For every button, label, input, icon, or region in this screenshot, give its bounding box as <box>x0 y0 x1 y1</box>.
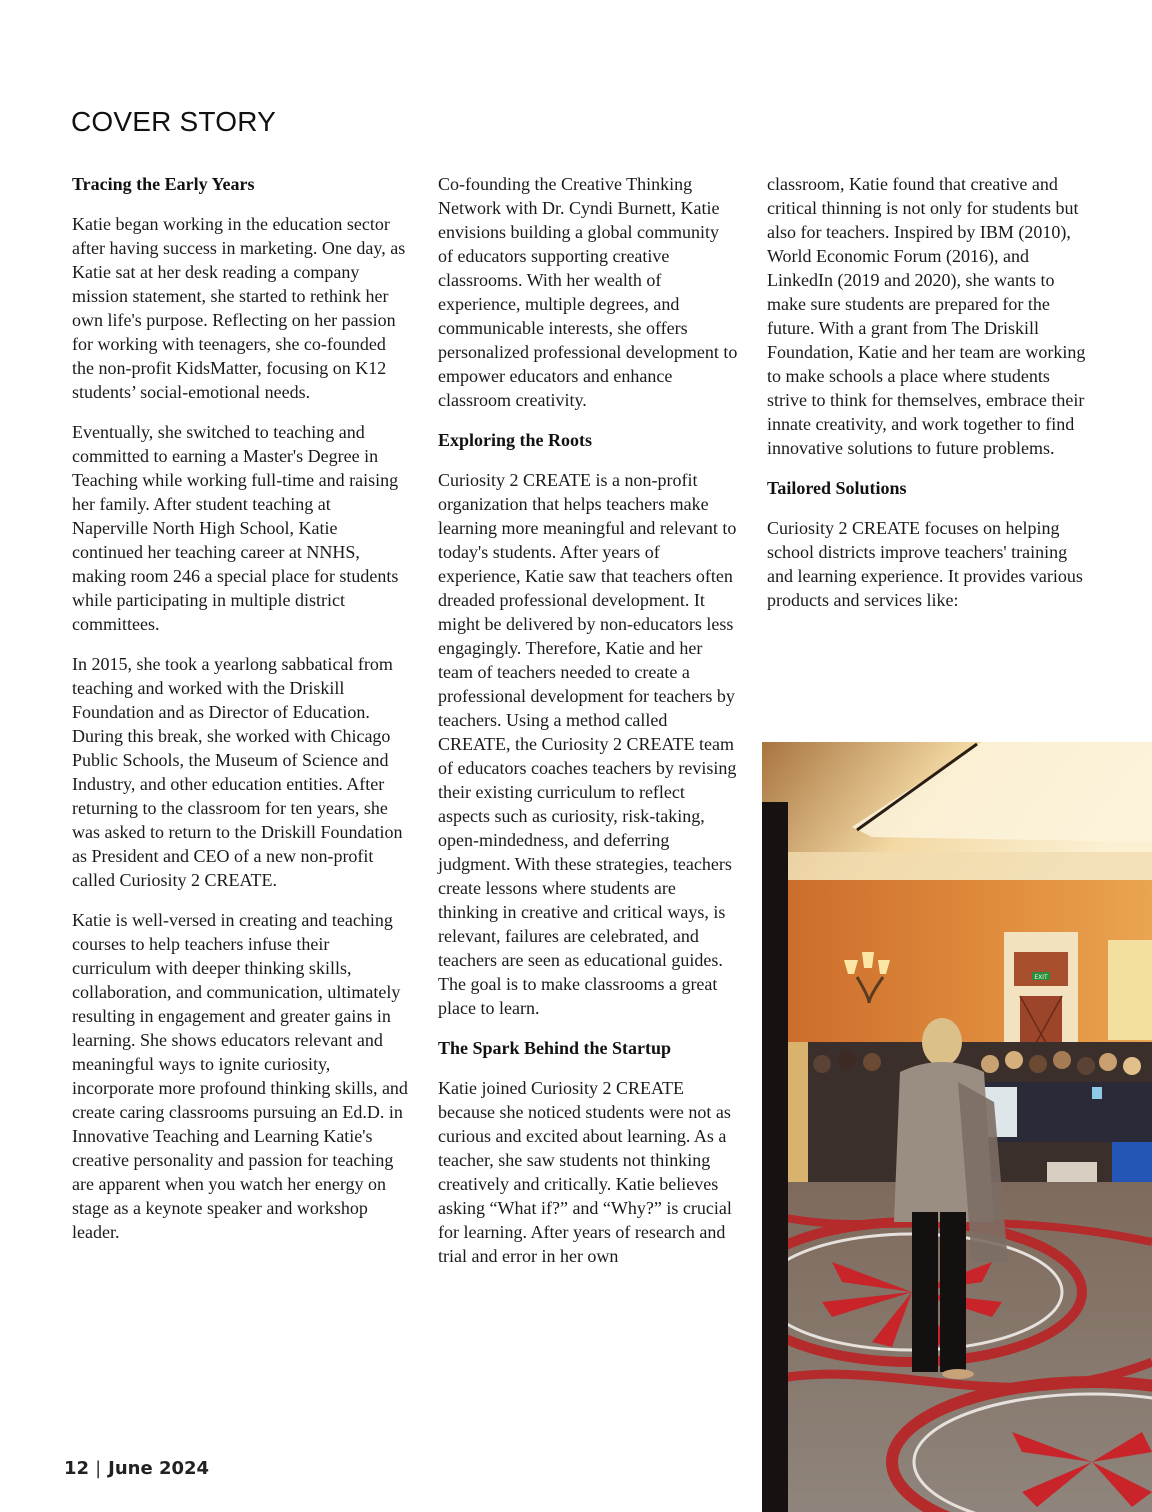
paragraph: classroom, Katie found that creative and critical thinning is not only for students but also for teachers. Inspired by IBM (2010), World Economic Forum (2016), and LinkedIn (2019 and 2020), she wants to make sure students are prepared for the future. With a grant from The Driskill Foundation, Katie and her team are working to make schools a place where students strive to think for themselves, embrace their innate creativity, and work together to find innovative solutions to future problems. <box>767 174 1086 458</box>
page-number: 12 <box>64 1458 90 1479</box>
subheading-early-years: Tracing the Early Years <box>72 174 255 194</box>
section-label: COVER STORY <box>71 106 276 137</box>
article-column-1 <box>72 172 408 1260</box>
footer-separator: | <box>95 1458 102 1479</box>
paragraph: Katie began working in the education sector after having success in marketing. One day, as Katie sat at her desk reading a company mission statement, she started to rethink her own life's purpose. Reflecting on her passion for working with teenagers, she co-founded the non-profit KidsMatter, focusing on K12 students’ social-emotional needs. <box>72 214 406 402</box>
subheading-tailored-solutions: Tailored Solutions <box>767 478 907 498</box>
wall-artwork <box>1108 940 1152 1040</box>
subheading-spark-behind-startup: The Spark Behind the Startup <box>438 1038 672 1058</box>
paragraph: Katie joined Curiosity 2 CREATE because she noticed students were not as curious and excited about learning. As a teacher, she saw students not thinking creatively and critically. Katie believes asking “What if?” and “Why?” is crucial for learning. After years of research and trial and error in her own <box>438 1078 732 1266</box>
event-photo <box>762 742 1152 1512</box>
paragraph: Katie is well-versed in creating and teaching courses to help teachers infuse their curriculum with deeper thinking skills, collaboration, and communication, ultimately resulting in engagement and greater gains in learning. She shows educators relevant and meaningful ways to ignite curiosity, incorporate more profound thinking skills, and create caring classrooms pursuing an Ed.D. in Innovative Teaching and Learning Katie's creative personality and passion for teaching are apparent when you watch her energy on stage as a keynote speaker and workshop leader. <box>72 910 408 1242</box>
crown-molding <box>762 852 1152 882</box>
event-photo-illustration <box>762 742 1152 1512</box>
article-column-3 <box>767 172 1087 628</box>
paragraph: Curiosity 2 CREATE is a non-profit organization that helps teachers make learning more meaningful and relevant to today's students. After years of experience, Katie saw that teachers often dreaded professional development. It might be delivered by non-educators less engagingly. Therefore, Katie and her team of teachers needed to create a professional development for teachers by teachers. Using a method called CREATE, the Curiosity 2 CREATE team of educators coaches teachers by revising their existing curriculum to reflect aspects such as curiosity, risk-taking, open-mindedness, and deferring judgment. With these strategies, teachers create lessons where students are thinking in creative and critical ways, is relevant, failures are celebrated, and teachers are seen as educational guides. The goal is to make classrooms a great place to learn. <box>438 470 737 1018</box>
issue-date: June 2024 <box>108 1458 210 1479</box>
subheading-exploring-roots: Exploring the Roots <box>438 430 593 450</box>
paragraph: Co-founding the Creative Thinking Network with Dr. Cyndi Burnett, Katie envisions building a global community of educators supporting creative classrooms. With her wealth of experience, multiple degrees, and communicable interests, she offers personalized professional development to empower educators and enhance classroom creativity. <box>438 174 738 410</box>
exit-sign-text: EXIT <box>1034 974 1048 981</box>
article-column-2 <box>438 172 738 1284</box>
stage-curtain <box>762 802 788 1512</box>
paragraph: Eventually, she switched to teaching and committed to earning a Master's Degree in Teaching while working full-time and raising her family. After student teaching at Naperville North High School, Katie continued her teaching career at NNHS, making room 246 a special place for students while participating in multiple district committees. <box>72 422 399 634</box>
page-footer <box>64 1457 209 1481</box>
paragraph: In 2015, she took a yearlong sabbatical from teaching and worked with the Driskill Foundation and as Director of Education. During this break, she worked with Chicago Public Schools, the Museum of Science and Industry, and other education entities. After returning to the classroom for ten years, she was asked to return to the Driskill Foundation as President and CEO of a new non-profit called Curiosity 2 CREATE. <box>72 654 403 890</box>
paragraph: Curiosity 2 CREATE focuses on helping school districts improve teachers' training and learning experience. It provides various products and services like: <box>767 518 1083 610</box>
